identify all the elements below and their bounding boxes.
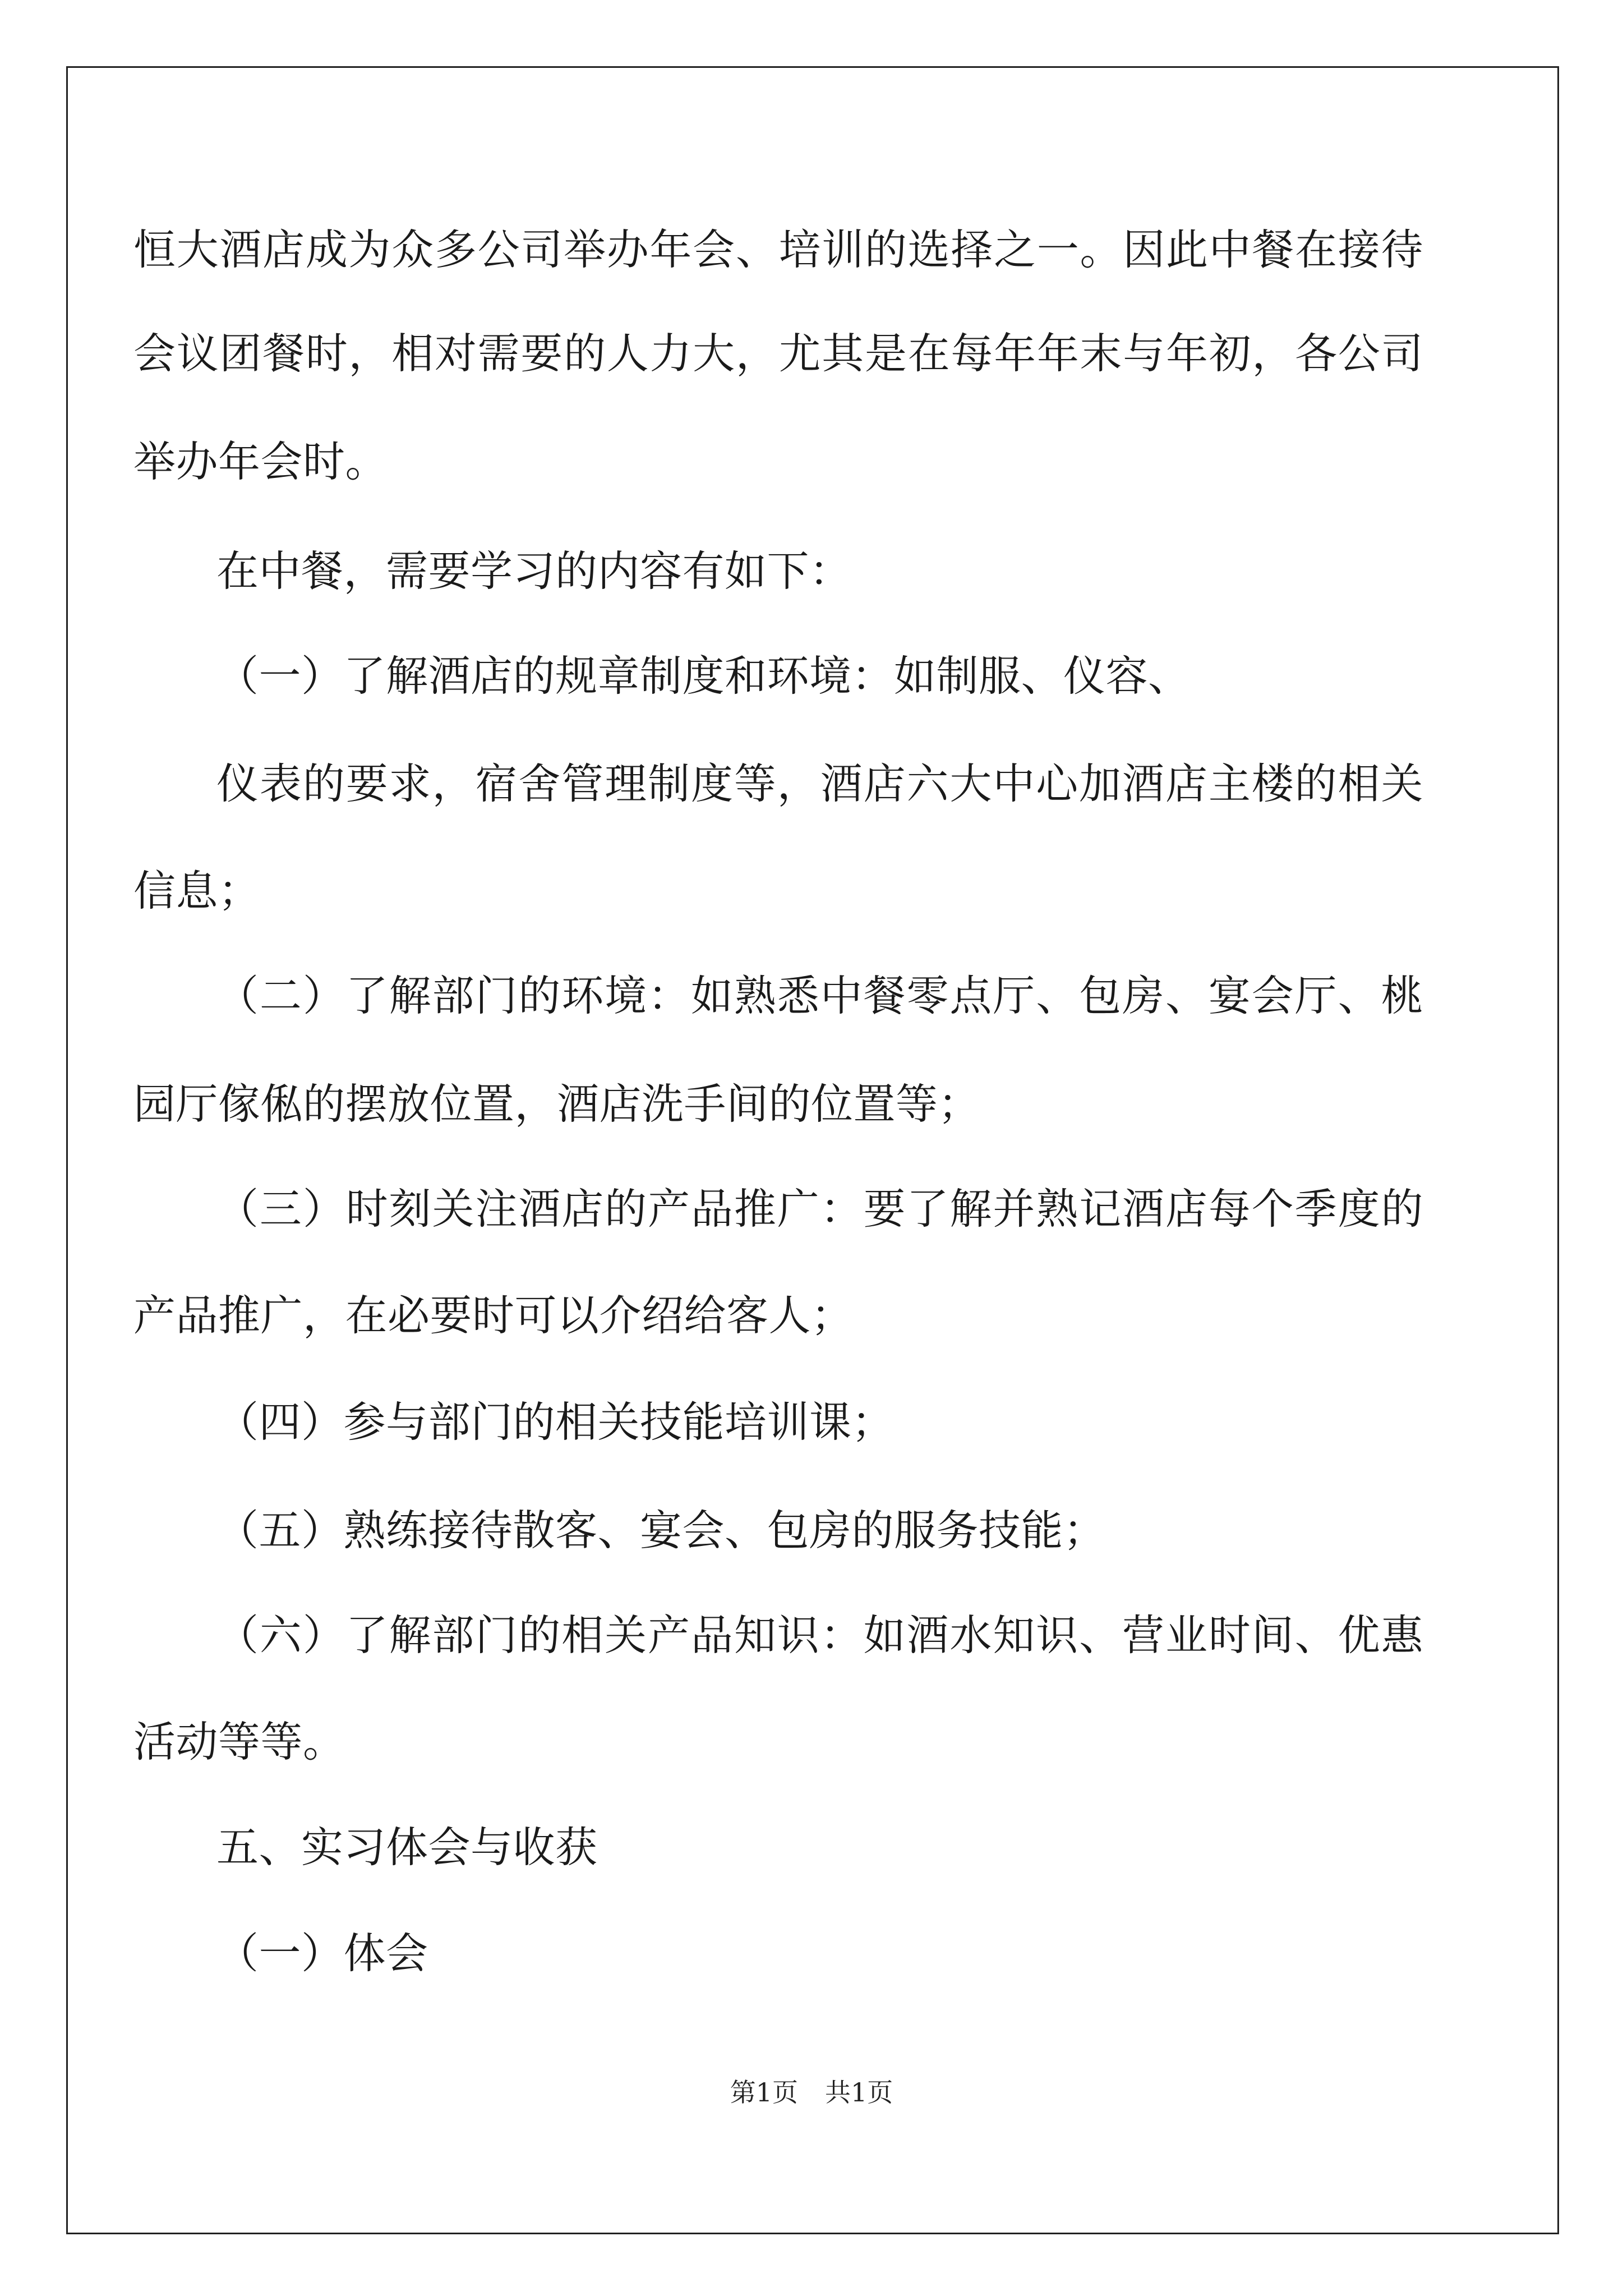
list-item: （五）熟练接待散客、宴会、包房的服务技能； (216, 1506, 1106, 1555)
section-heading: 五、实习体会与收获 (216, 1823, 598, 1872)
page-total: 共1页 (825, 2077, 893, 2108)
paragraph-line: 产品推广，在必要时可以介绍给客人； (133, 1291, 854, 1340)
page-border (66, 66, 1559, 2234)
paragraph-line: 信息； (133, 866, 261, 915)
paragraph-line: 活动等等。 (133, 1717, 345, 1766)
page-footer (0, 2076, 1623, 2109)
paragraph-line: 举办年会时。 (133, 437, 388, 486)
paragraph-line: 会议团餐时，相对需要的人力大，尤其是在每年年末与年初，各公司 (133, 329, 1423, 378)
subsection-heading: （一）体会 (216, 1929, 428, 1978)
paragraph-line: 仪表的要求，宿舍管理制度等，酒店六大中心加酒店主楼的相关 (216, 759, 1423, 808)
list-item: （六）了解部门的相关产品知识：如酒水知识、营业时间、优惠 (216, 1611, 1423, 1660)
page-number: 第1页 (730, 2077, 798, 2108)
paragraph-line: 恒大酒店成为众多公司举办年会、培训的选择之一。因此中餐在接待 (133, 225, 1423, 274)
list-item: （二）了解部门的环境：如熟悉中餐零点厅、包房、宴会厅、桃 (216, 971, 1423, 1020)
list-item: （四）参与部门的相关技能培训课； (216, 1397, 895, 1447)
list-item: （一）了解酒店的规章制度和环境：如制服、仪容、 (216, 651, 1191, 701)
paragraph-line: 在中餐，需要学习的内容有如下： (216, 546, 852, 596)
list-item: （三）时刻关注酒店的产品推广：要了解并熟记酒店每个季度的 (216, 1184, 1423, 1234)
paragraph-line: 园厅傢俬的摆放位置，酒店洗手间的位置等； (133, 1079, 981, 1129)
